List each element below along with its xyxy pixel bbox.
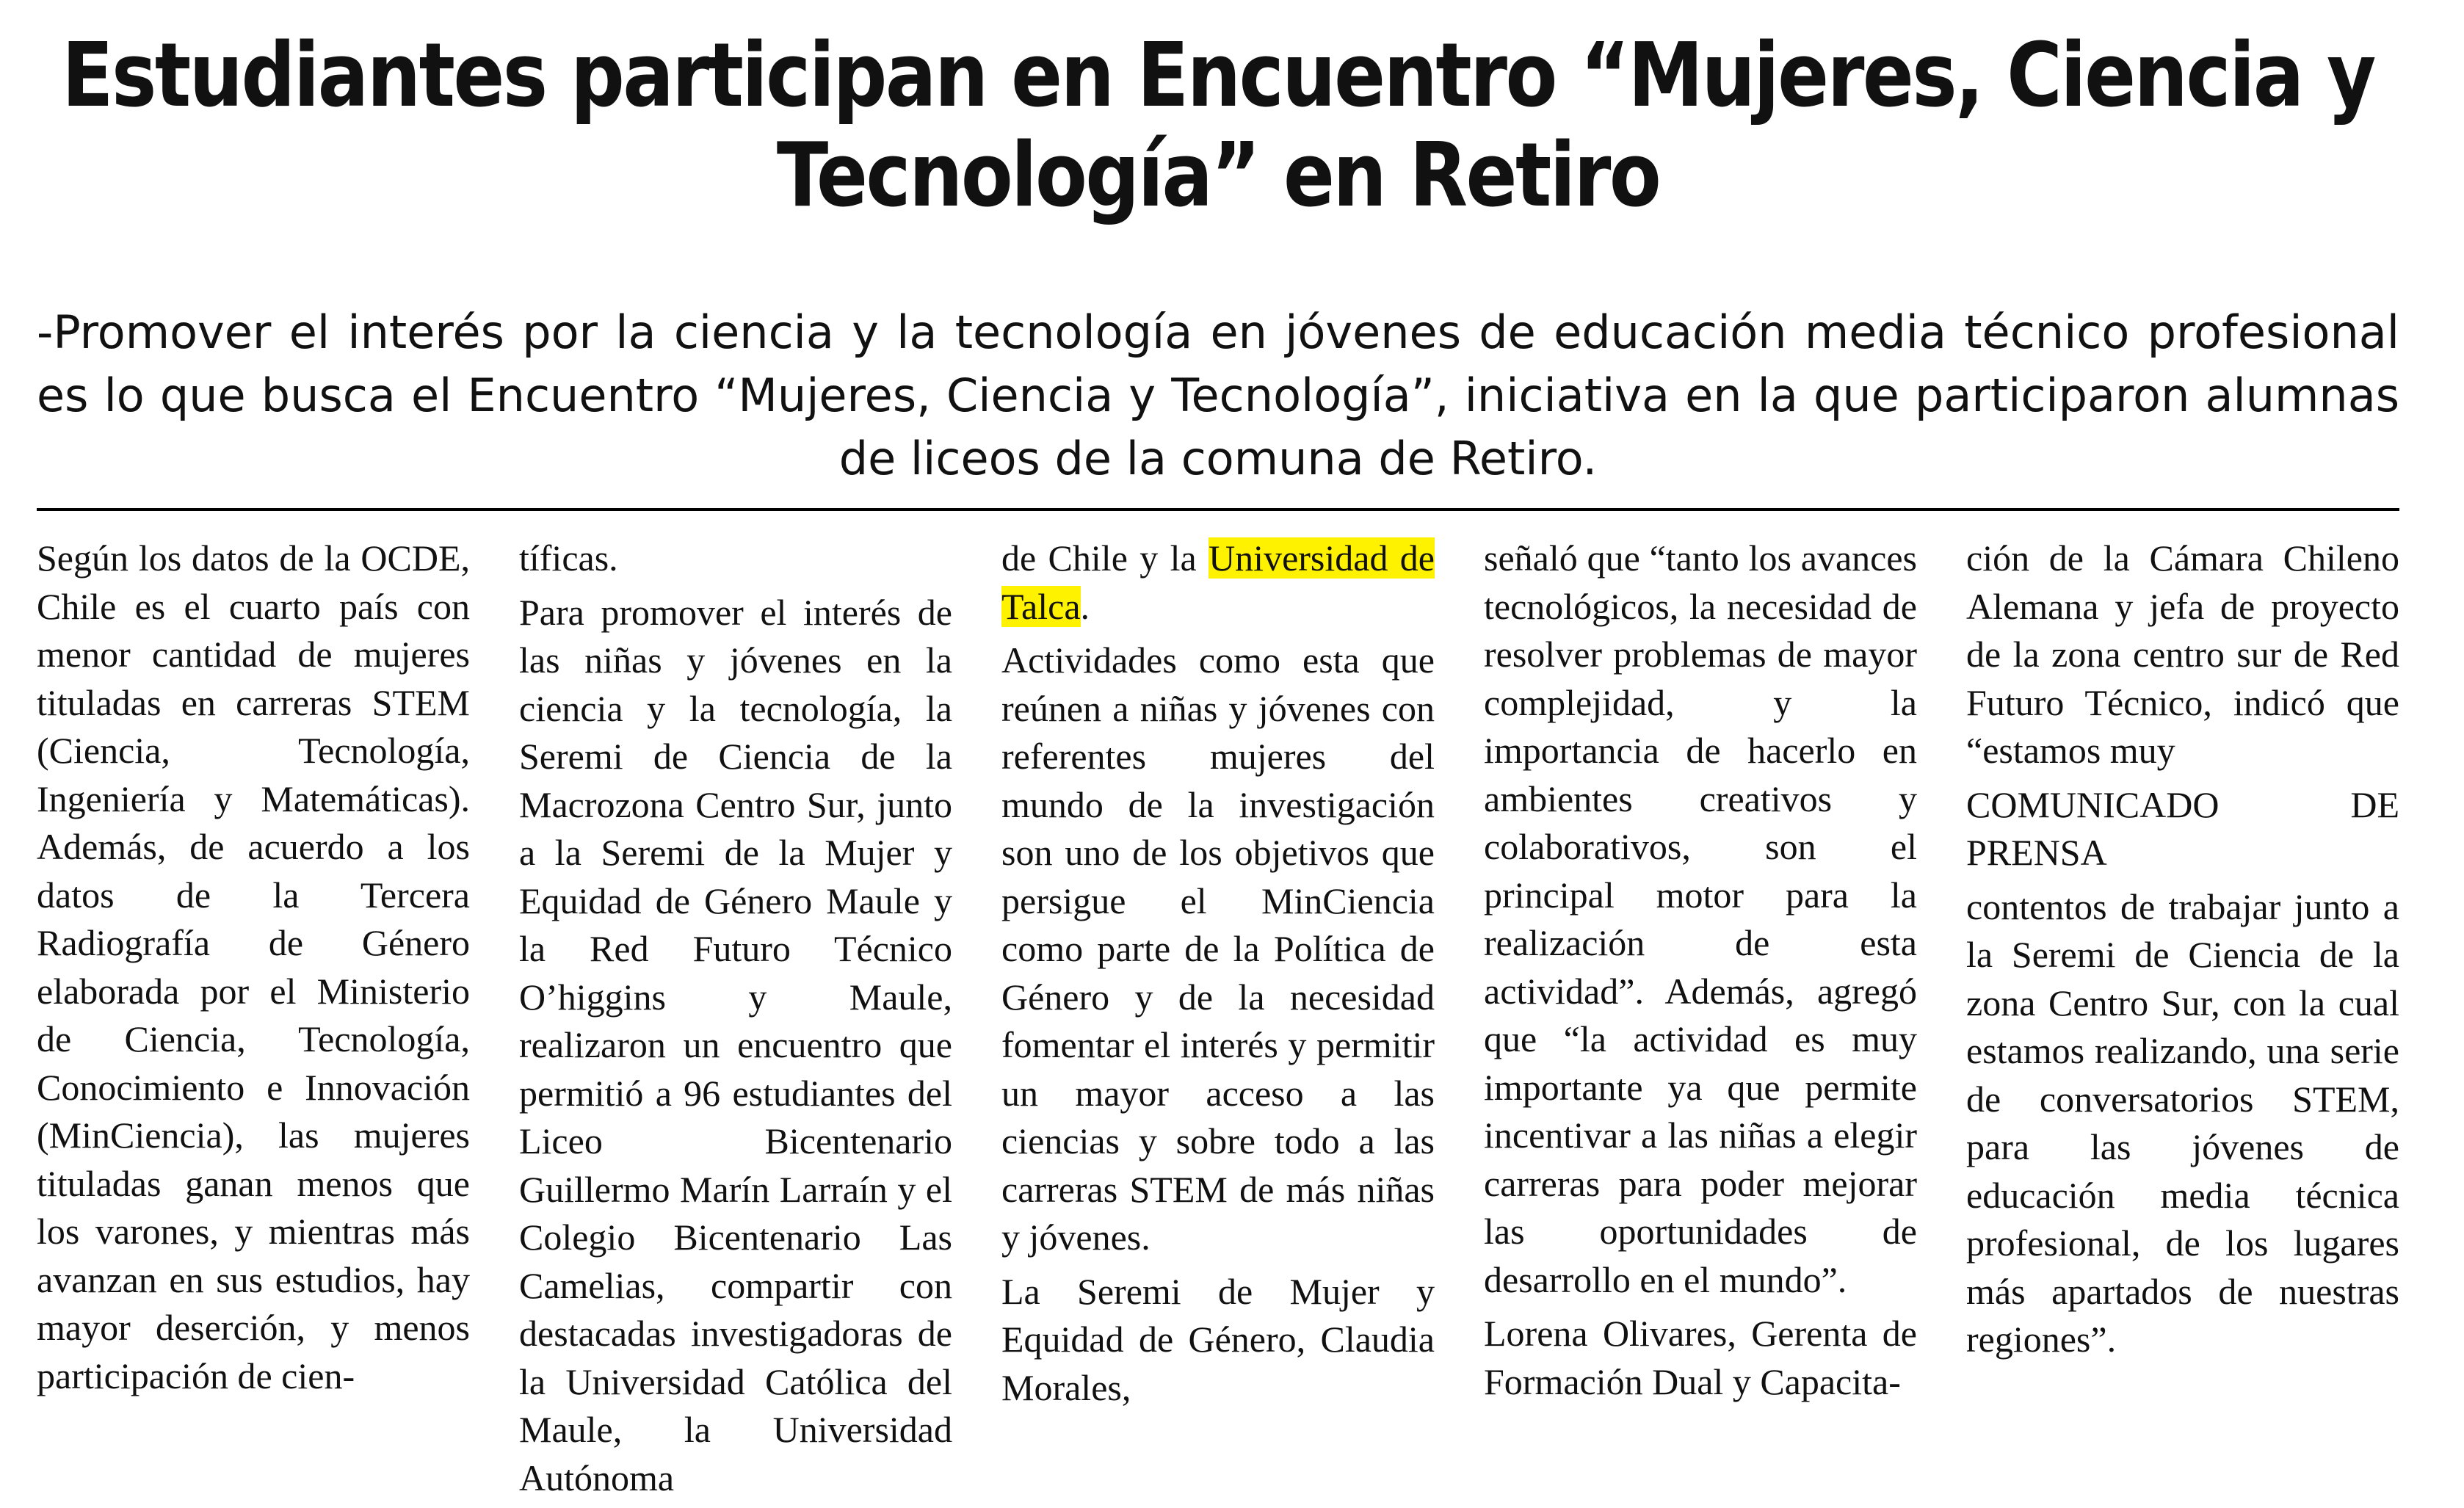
column-3 [1001, 534, 1435, 1508]
paragraph: Para promover el interés de las niñas y jóvenes en la ciencia y la tecnología, la Seremi de Ciencia de la Macrozona Centro Sur, junto a la Seremi de la Mujer y Equidad de Género Maule y la Red Futuro Técnico O’higgins y Maule, realizaron un encuentro que permitió a 96 estudiantes del Liceo Bicentenario Guillermo Marín Larraín y el Colegio Bicentenario Las Camelias, compartir con destacadas investigadoras de la Universidad Católica del Maule, la Universidad Autónoma [519, 591, 952, 1498]
column-4 [1484, 534, 1917, 1508]
paragraph: contentos de trabajar junto a la Seremi de Ciencia de la zona Centro Sur, con la cual estamos realizando, una serie de conversatorios STEM, para las jóvenes de educación media técnica profesional, de los lugares más apartados de nuestras regiones”. [1966, 885, 2399, 1360]
news-article [37, 25, 2399, 1498]
column-2 [519, 534, 952, 1508]
paragraph: Lorena Olivares, Gerenta de Formación Dual y Capacita- [1484, 1313, 1917, 1402]
paragraph: La Seremi de Mujer y Equidad de Género, Claudia Morales, [1001, 1270, 1435, 1408]
column-5 [1966, 534, 2399, 1508]
body-columns [37, 534, 2399, 1508]
headline: Estudiantes participan en Encuentro “Mujeres, Ciencia y Tecnología” en Retiro [62, 25, 2374, 227]
press-release-label: COMUNICADO DE PRENSA [1966, 783, 2399, 873]
paragraph: ción de la Cámara Chileno Alemana y jefa de proyecto de la zona centro sur de Red Futuro Técnico, indicó que “estamos muy [1966, 537, 2399, 771]
highlighted-text: Universidad de Talca [1001, 537, 1435, 627]
trail-text: . [1080, 585, 1090, 627]
paragraph: Actividades como esta que reúnen a niñas y jóvenes con referentes mujeres del mundo de la investigación son uno de los objetivos que persigue el MinCiencia como parte de la Política de Género y de la necesidad fomentar el interés y permitir un mayor acceso a las ciencias y sobre todo a las carreras STEM de más niñas y jóvenes. [1001, 639, 1435, 1258]
paragraph: tíficas. [519, 537, 618, 579]
divider-rule [37, 508, 2399, 511]
paragraph: señaló que “tanto los avances tecnológicos, la necesidad de resolver problemas de mayor complejidad, y la importancia de hacerlo en ambientes creativos y colaborativos, son el principal motor para la realización de esta actividad”. Además, agregó que “la actividad es muy importante ya que permite incentivar a las niñas a elegir carreras para poder mejorar las oportunidades de desarrollo en el mundo”. [1484, 537, 1917, 1300]
column-1 [37, 534, 470, 1508]
deck-summary: -Promover el interés por la ciencia y la tecnología en jóvenes de educación media técnico profesional es lo que busca el Encuentro “Mujeres, Ciencia y Tecnología”, iniciativa en la que participaron alumnas de liceos de la comuna de Retiro. [37, 305, 2399, 485]
lead-text: de Chile y la [1001, 537, 1209, 579]
paragraph: Según los datos de la OCDE, Chile es el cuarto país con menor cantidad de mujeres tituladas en carreras STEM (Ciencia, Tecnología, Ingeniería y Matemáticas). Además, de acuerdo a los datos de la Tercera Radiografía de Género elaborada por el Ministerio de Ciencia, Tecnología, Conocimiento e Innovación (MinCiencia), las mujeres tituladas ganan menos que los varones, y mientras más avanzan en sus estudios, hay mayor deserción, y menos participación de cien- [37, 537, 470, 1396]
paragraph [1001, 534, 1435, 631]
